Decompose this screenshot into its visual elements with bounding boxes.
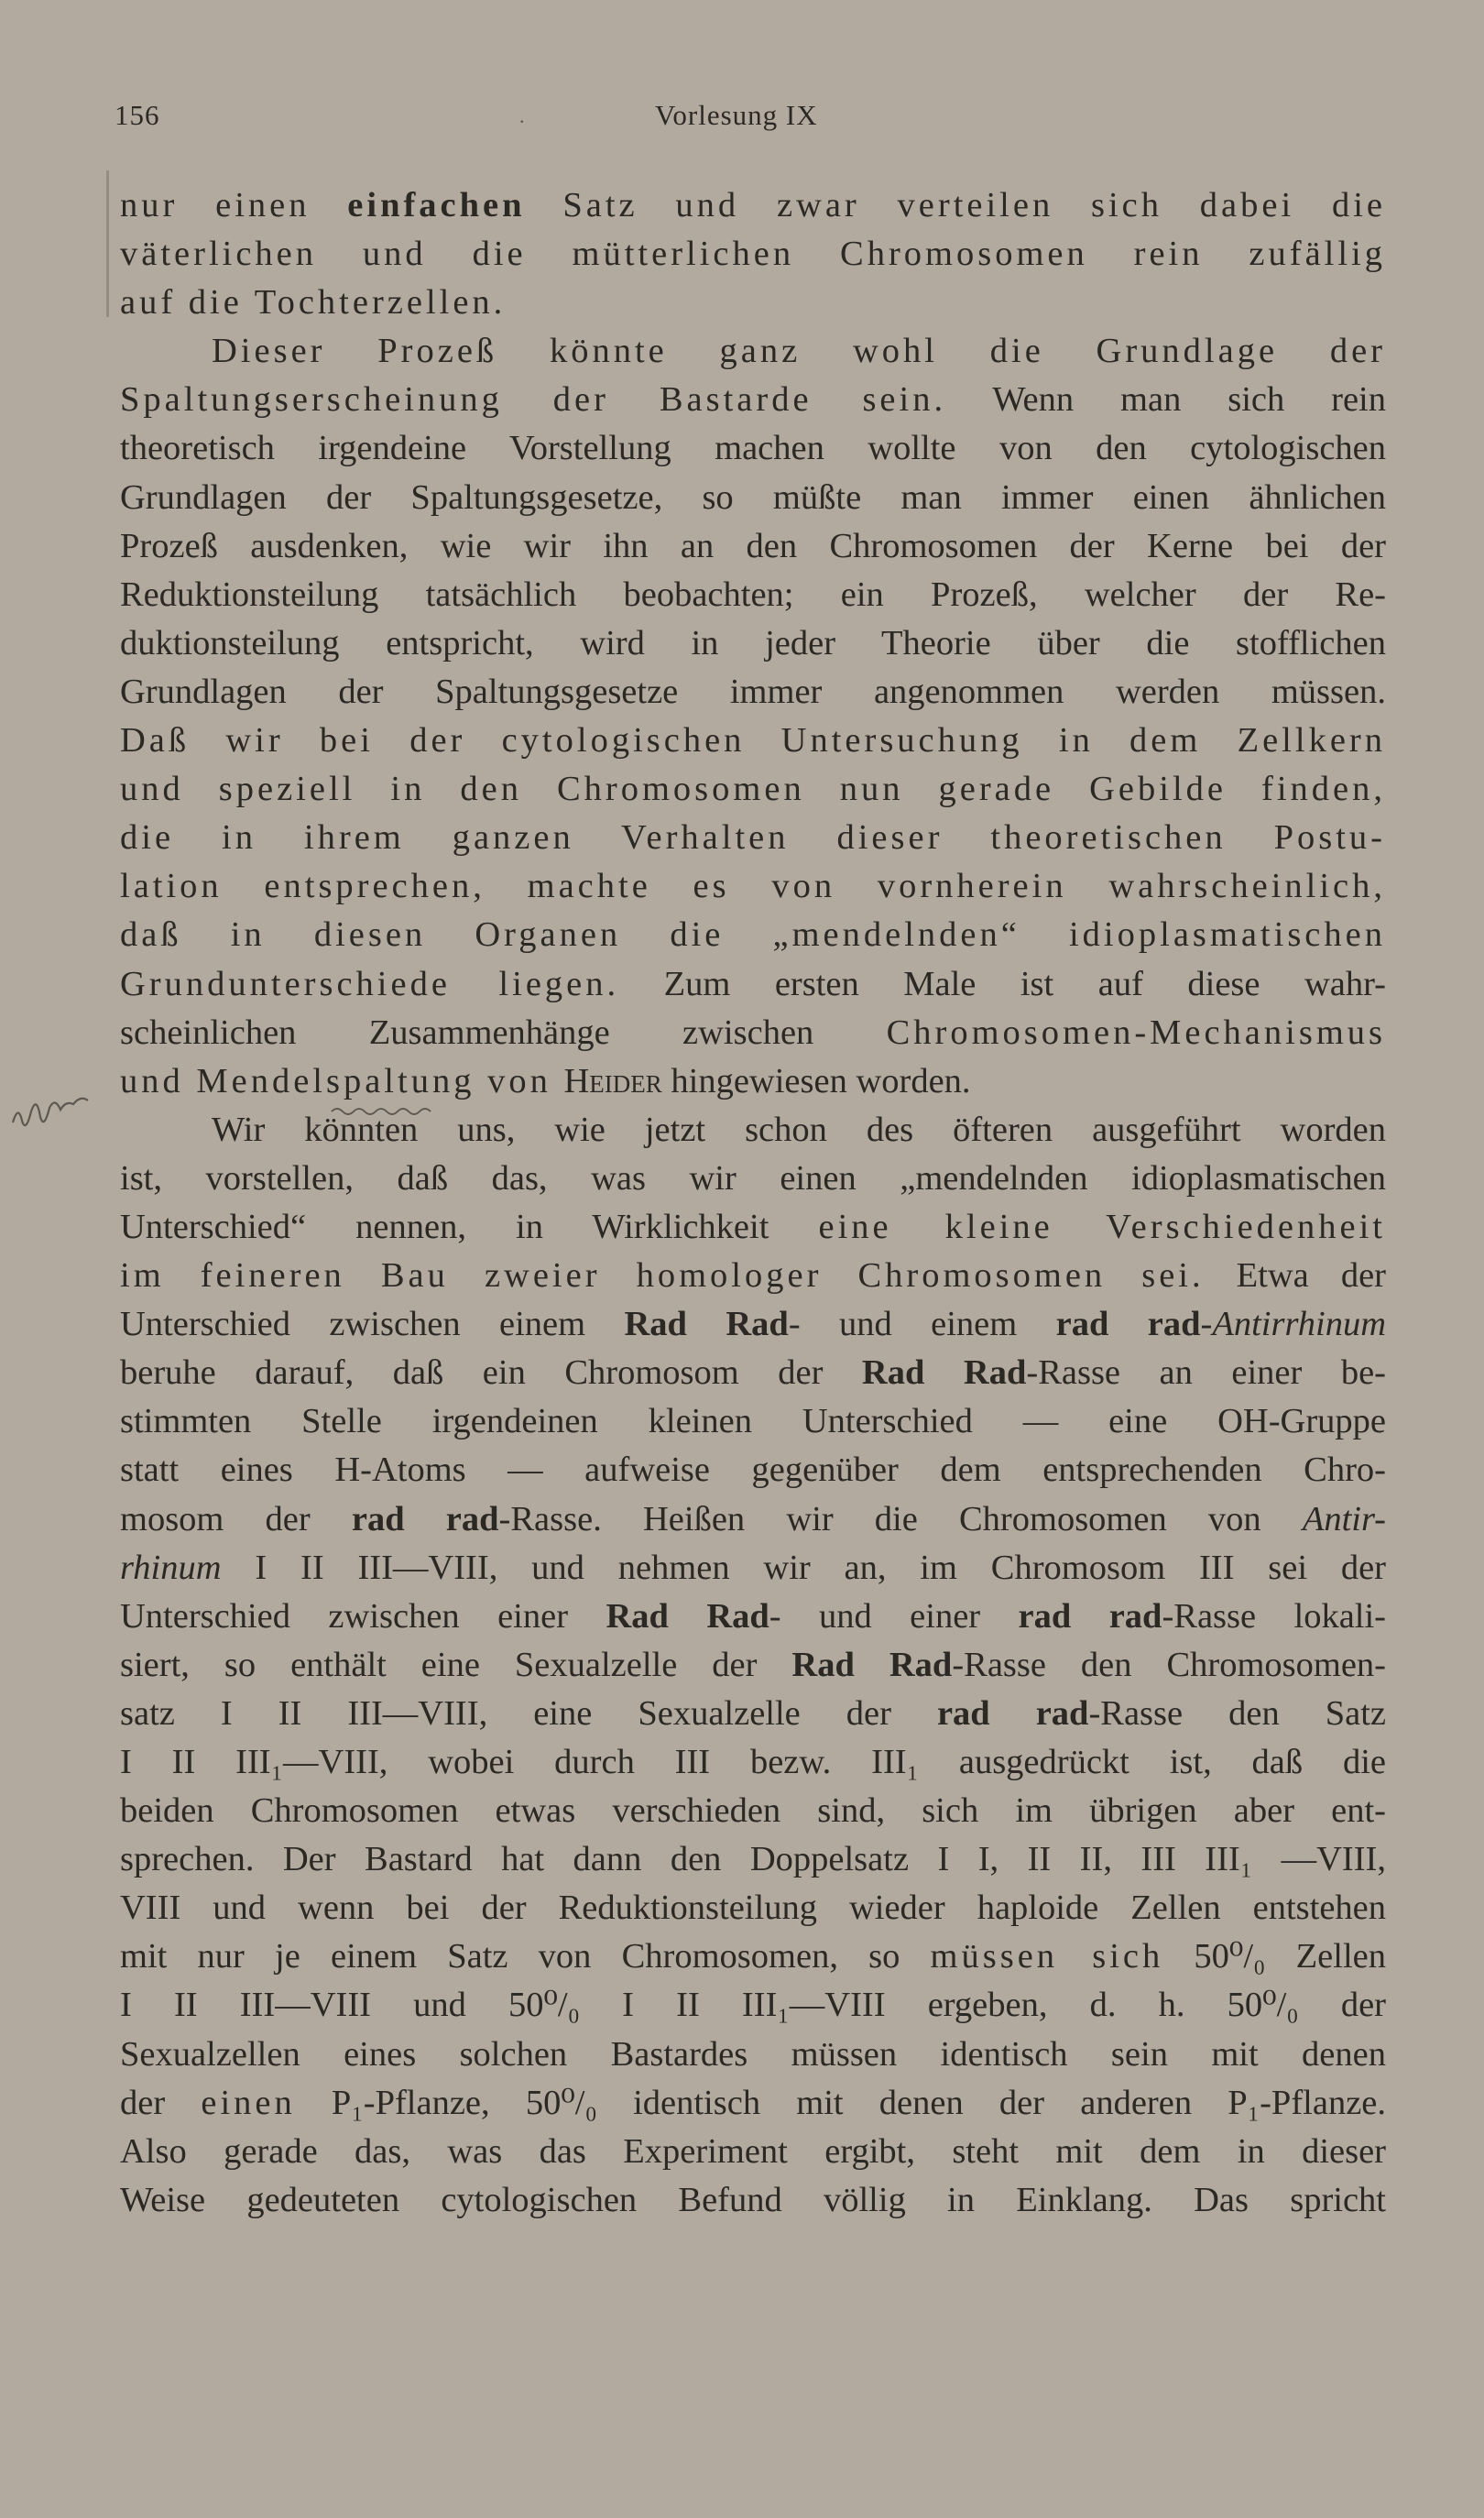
text-line: der einen P₁-Pflanze, 50⁰/₀ identisch mit denen der anderen P₁-Pflanze.: [120, 2083, 1386, 2122]
text-line: väterlichen und die mütterlichen Chromosomen rein zufällig: [120, 235, 1386, 274]
text-line: und speziell in den Chromosomen nun gerade Gebilde finden,: [120, 770, 1386, 809]
text-line: daß in diesen Organen die „mendelnden“ idioplasmatischen: [120, 915, 1386, 955]
text-line: rhinum I II III—VIII, und nehmen wir an, im Chromosom III sei der: [120, 1548, 1386, 1587]
text-line: theoretisch irgendeine Vorstellung machen wollte von den cytologischen: [120, 429, 1386, 468]
margin-bracket: [106, 170, 109, 317]
text-line: Also gerade das, was das Experiment ergibt, steht mit dem in dieser: [120, 2131, 1386, 2171]
text-line: Unterschied zwischen einer Rad Rad- und einer rad rad-Rasse lokali-: [120, 1596, 1387, 1636]
text-line: scheinlichen Zusammenhänge zwischen Chromosomen-Mechanismus: [120, 1013, 1386, 1052]
text-line: Grundunterschiede liegen. Zum ersten Male ist auf diese wahr-: [120, 964, 1386, 1003]
text-line: statt eines H-Atoms — aufweise gegenüber dem entsprechenden Chro-: [120, 1451, 1386, 1490]
margin-pencil-mark: [5, 1077, 97, 1141]
text-line: und Mendelspaltung von Heider hingewiesen worden.: [120, 1061, 971, 1100]
text-line: mosom der rad rad-Rasse. Heißen wir die Chromosomen von Antir-: [120, 1499, 1387, 1538]
text-line: Weise gedeuteten cytologischen Befund völlig in Einklang. Das spricht: [120, 2180, 1386, 2219]
text-line: Unterschied“ nennen, in Wirklichkeit eine kleine Verschiedenheit: [120, 1207, 1386, 1246]
text-line: Daß wir bei der cytologischen Untersuchung in dem Zellkern: [120, 721, 1386, 761]
text-line: Grundlagen der Spaltungsgesetze, so müßte man immer einen ähnlichen: [120, 477, 1386, 517]
header-dot: .: [519, 104, 525, 127]
text-line: Unterschied zwischen einem Rad Rad- und einem rad rad-Antirrhinum: [120, 1305, 1387, 1344]
text-line: VIII und wenn bei der Reduktionsteilung wieder haploide Zellen entstehen: [120, 1888, 1386, 1928]
text-line: beruhe darauf, daß ein Chromosom der Rad Rad-Rasse an einer be-: [120, 1353, 1386, 1393]
page-number: 156: [115, 99, 160, 131]
text-line: Dieser Prozeß könnte ganz wohl die Grundlage der: [212, 332, 1386, 371]
text-line: mit nur je einem Satz von Chromosomen, so müssen sich 50⁰/₀ Zellen: [120, 1937, 1386, 1976]
text-line: Prozeß ausdenken, wie wir ihn an den Chromosomen der Kerne bei der: [120, 526, 1386, 565]
text-line: auf die Tochterzellen.: [120, 283, 507, 323]
text-line: satz I II III—VIII, eine Sexualzelle der rad rad-Rasse den Satz: [120, 1693, 1386, 1733]
text-line: Spaltungserscheinung der Bastarde sein. Wenn man sich rein: [120, 380, 1386, 420]
text-line: beiden Chromosomen etwas verschieden sind, sich im übrigen aber ent-: [120, 1791, 1386, 1831]
text-line: ist, vorstellen, daß das, was wir einen „mendelnden idioplasmatischen: [120, 1158, 1386, 1198]
text-line: sprechen. Der Bastard hat dann den Doppelsatz I I, II II, III III₁ —VIII,: [120, 1840, 1386, 1879]
text-line: Grundlagen der Spaltungsgesetze immer angenommen werden müssen.: [120, 672, 1386, 711]
running-title: Vorlesung IX: [655, 99, 818, 131]
text-line: I II III₁—VIII, wobei durch III bezw. III₁ ausgedrückt ist, daß die: [120, 1743, 1386, 1781]
text-line: Wir könnten uns, wie jetzt schon des öfteren ausgeführt worden: [212, 1110, 1386, 1149]
body-text: [120, 181, 1386, 2225]
text-line: die in ihrem ganzen Verhalten dieser theoretischen Postu-: [120, 818, 1386, 858]
text-line: Reduktionsteilung tatsächlich beobachten; ein Prozeß, welcher der Re-: [120, 575, 1386, 614]
text-line: lation entsprechen, machte es von vornherein wahrscheinlich,: [120, 867, 1386, 906]
text-line: im feineren Bau zweier homologer Chromosomen sei. Etwa der: [120, 1256, 1386, 1296]
text-line: Sexualzellen eines solchen Bastardes müssen identisch sein mit denen: [120, 2034, 1386, 2074]
text-line: nur einen einfachen Satz und zwar verteilen sich dabei die: [120, 186, 1387, 224]
text-line: I II III—VIII und 50⁰/₀ I II III₁—VIII ergeben, d. h. 50⁰/₀ der: [120, 1986, 1386, 2025]
author-name: Heider: [563, 1061, 662, 1100]
text-line: duktionsteilung entspricht, wird in jeder Theorie über die stofflichen: [120, 623, 1386, 662]
page-header: [115, 99, 1388, 139]
text-line: siert, so enthält eine Sexualzelle der Rad Rad-Rasse den Chromosomen-: [120, 1645, 1387, 1684]
text-line: stimmten Stelle irgendeinen kleinen Unterschied — eine OH-Gruppe: [120, 1402, 1386, 1441]
